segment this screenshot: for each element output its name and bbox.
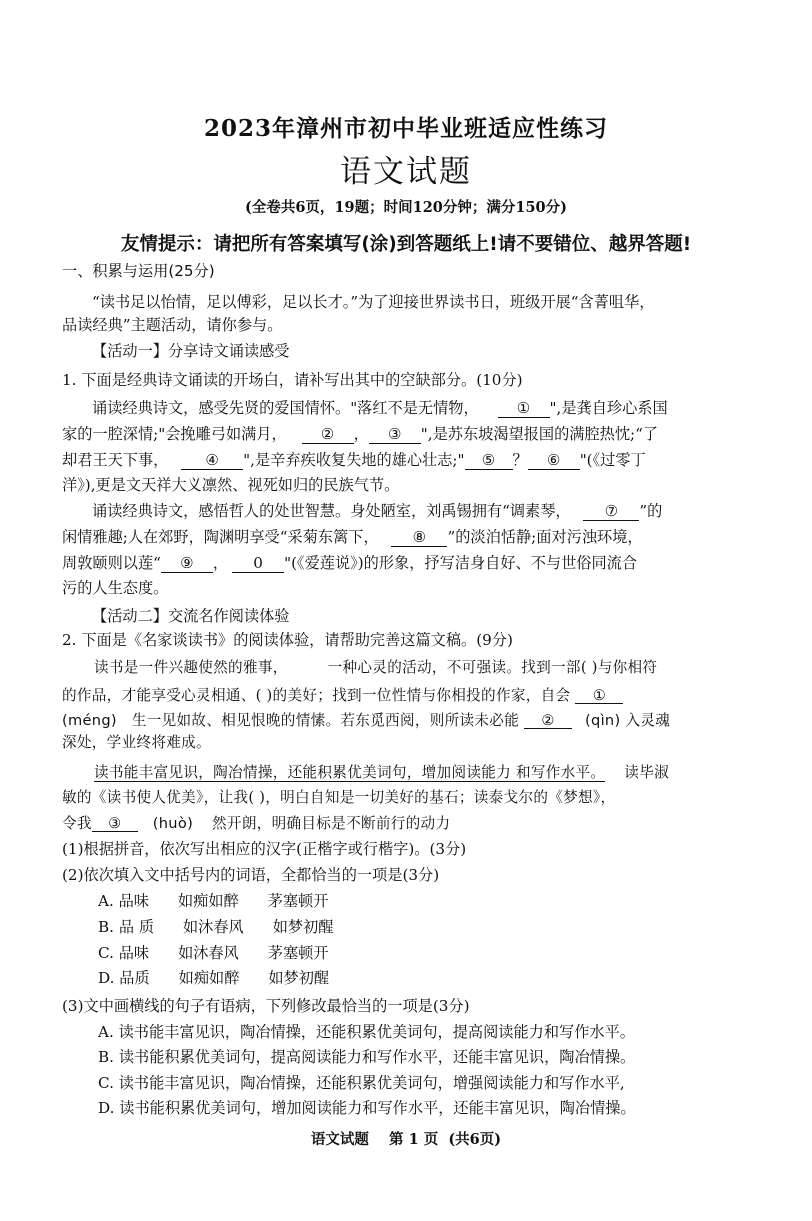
subject-title: 语文试题 xyxy=(340,154,472,190)
sub-question-1: (1)根据拼音，依次写出相应的汉字(正楷字或行楷字)。(3分) xyxy=(62,840,467,858)
passage-line-7: 令我 ③ (huò) 然开朗，明确目标是不断前行的动力 xyxy=(62,815,451,832)
option-3D: D. 读书能积累优美词句，增加阅读能力和写作水平，还能丰富见识，陶冶情操。 xyxy=(98,1099,636,1117)
passage-line-2: 的作品，才能享受心灵相通、( )的美好；找到一位性情与你相投的作家，自会 ① xyxy=(62,688,623,704)
passage-line-5: 读书能丰富见识，陶冶情操，还能积累优美词句，增加阅读能力 和写作水平。 读毕淑 xyxy=(94,764,669,781)
blank-4: ④ xyxy=(181,453,243,470)
activity2-heading: 【活动二】交流名作阅读体验 xyxy=(92,607,290,625)
pinyin-blank-3: ③ xyxy=(92,816,138,832)
option-3C: C. 读书能丰富见识，陶冶情操，还能积累优美词句，增强阅读能力和写作水平, xyxy=(98,1074,625,1092)
question-2: 2. 下面是《名家谈读书》的阅读体验，请帮助完善这篇文稿。(9分) xyxy=(62,631,513,649)
page-footer: 语文试题 第 1 页 (共6页) xyxy=(310,1131,502,1148)
q1-line-3: 却君王天下事， ④ ",是辛弃疾收复失地的雄心壮志;" ⑤ ？ ⑥ "(《过零丁 xyxy=(62,451,646,469)
q1-line-7: 周敦颐则以莲“ ⑨ ， 0 "(《爱莲说》)的形象，抒写洁身自好、不与世俗同流合 xyxy=(62,554,638,572)
option-2B: B. 品 质 如沐春风 如梦初醒 xyxy=(98,918,334,936)
blank-5: ⑤ xyxy=(465,453,513,470)
blank-7: ⑦ xyxy=(583,504,639,521)
option-3B: B. 读书能积累优美词句，提高阅读能力和写作水平，还能丰富见识，陶冶情操。 xyxy=(98,1048,636,1066)
blank-3: ③ xyxy=(369,427,421,444)
passage-line-4: 深处，学业终将难成。 xyxy=(62,734,211,751)
sub-question-3: (3)文中画横线的句子有语病，下列修改最恰当的一项是(3分) xyxy=(62,997,470,1015)
pinyin-blank-1: ① xyxy=(575,688,623,704)
option-3A: A. 读书能丰富见识，陶冶情操，还能积累优美词句，提高阅读能力和写作水平。 xyxy=(98,1023,635,1041)
friendly-tip: 友情提示：请把所有答案填写(涂)到答题纸上!请不要错位、越界答题! xyxy=(120,234,692,255)
underlined-sentence: 读书能丰富见识，陶冶情操，还能积累优美词句，增加阅读能力 和写作水平。 xyxy=(94,764,606,781)
q1-line-6: 闲情雅趣;人在郊野，陶渊明享受“采菊东篱下， ⑧ ”的淡泊恬静;面对污浊环境， xyxy=(62,528,643,546)
q1-line-8: 污的人生态度。 xyxy=(62,579,169,597)
exam-title: 2023年漳州市初中毕业班适应性练习 xyxy=(203,115,608,142)
blank-10: 0 xyxy=(232,556,284,573)
passage-line-6: 敏的《读书使人优美》，让我( )，明白自知是一切美好的基石；读泰戈尔的《梦想》， xyxy=(62,789,616,806)
q1-line-2: 家的一腔深情;"会挽雕弓如满月， ② ， ③ ",是苏东坡渴望报国的满腔热忱;“了 xyxy=(62,425,659,443)
blank-1: ① xyxy=(498,401,550,418)
activity1-heading: 【活动一】分享诗文诵读感受 xyxy=(92,342,290,360)
question-1: 1. 下面是经典诗文诵读的开场白，请补写出其中的空缺部分。(10分) xyxy=(62,371,523,389)
option-2A: A. 品味 如痴如醉 茅塞顿开 xyxy=(98,892,329,910)
blank-8: ⑧ xyxy=(391,530,447,547)
blank-6: ⑥ xyxy=(528,453,580,470)
option-2D: D. 品质 如痴如醉 如梦初醒 xyxy=(98,969,330,987)
intro-line-1: “读书足以怡情，足以傅彩，足以长才。”为了迎接世界读书日，班级开展“含菁咀华， xyxy=(92,293,655,311)
option-2C: C. 品味 如沐春风 茅塞顿开 xyxy=(98,944,329,962)
passage-line-3: (méng) 生一见如故、相见恨晚的情愫。若东觅西阅，则所读未必能 ② (qìn) 入灵魂 xyxy=(62,712,671,729)
q1-line-5: 诵读经典诗文，感悟哲人的处世智慧。身处陋室，刘禹锡拥有“调素琴， ⑦ ”的 xyxy=(92,502,663,520)
sub-question-2: (2)依次填入文中括号内的词语，全都恰当的一项是(3分) xyxy=(62,866,440,884)
passage-line-1: 读书是一件兴趣使然的雅事， 一种心灵的活动，不可强读。找到一部( )与你相符 xyxy=(94,659,658,676)
q1-line-1: 诵读经典诗文，感受先贤的爱国情怀。"落红不是无情物， ① ",是龚自珍心系国 xyxy=(92,399,668,417)
blank-9: ⑨ xyxy=(161,556,213,573)
q1-line-4: 洋》),更是文天祥大义凛然、视死如归的民族气节。 xyxy=(62,476,400,494)
intro-line-2: 品读经典”主题活动，请你参与。 xyxy=(62,316,283,334)
blank-2: ② xyxy=(302,427,354,444)
part1-heading: 一、积累与运用(25分) xyxy=(62,262,215,280)
pinyin-blank-2: ② xyxy=(524,713,572,729)
exam-info: (全卷共6页，19题；时间120分钟；满分150分) xyxy=(244,199,568,216)
